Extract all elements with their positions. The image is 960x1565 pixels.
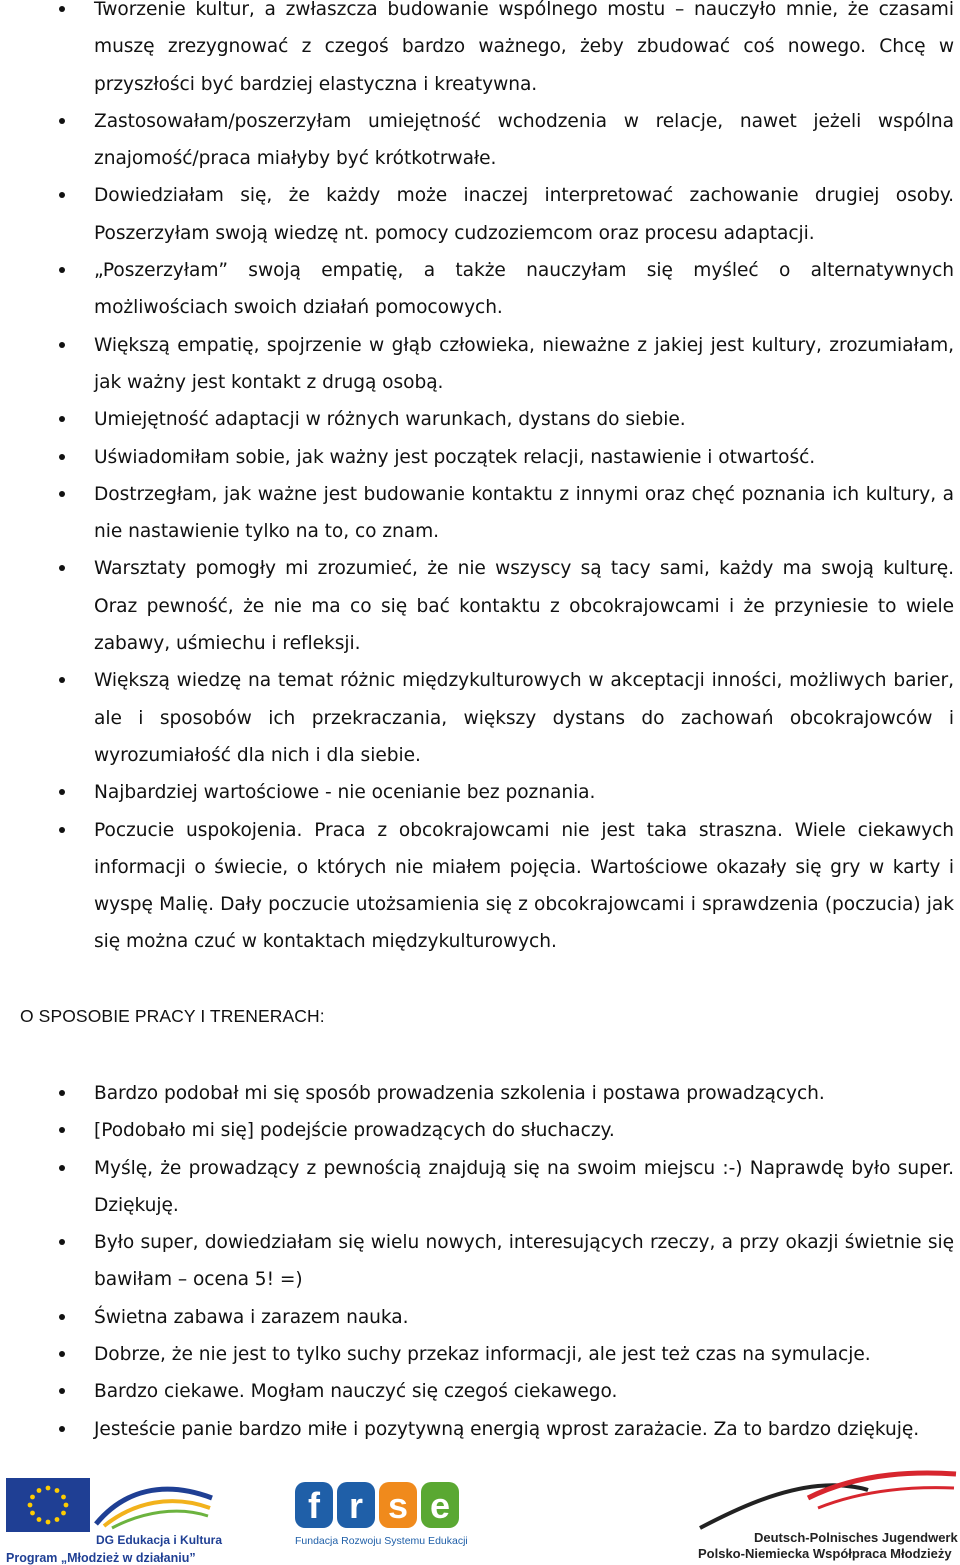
eu-line1: DG Edukacja i Kultura [96,1533,223,1547]
eu-line2: Program „Młodzież w działaniu” [6,1551,196,1565]
youth-in-action-swoosh-icon [94,1480,214,1530]
list-item: Dowiedziałam się, że każdy może inaczej interpretować zachowanie drugiej osoby. Poszerzyłam swoją wiedzę nt. pomocy cudzoziemcom oraz procesu adaptacji. [0,177,960,252]
list-item: Było super, dowiedziałam się wielu nowych, interesujących rzeczy, a przy okazji świetnie się bawiłam – ocena 5! =) [0,1224,960,1299]
list-item: „Poszerzyłam” swoją empatię, a także nauczyłam się myśleć o alternatywnych możliwościach swoich działań pomocowych. [0,252,960,327]
list-item: Dostrzegłam, jak ważne jest budowanie kontaktu z innymi oraz chęć poznania ich kultury, a nie nastawienie tylko na to, co znam. [0,476,960,551]
dpjw-line1: Deutsch-Polnisches Jugendwerk [754,1530,958,1545]
list-item: Zastosowałam/poszerzyłam umiejętność wchodzenia w relacje, nawet jeżeli wspólna znajomość/praca miałyby być krótkotrwałe. [0,103,960,178]
eu-flag-icon [6,1478,90,1532]
footer-logos [0,1468,960,1565]
list-item: Bardzo ciekawe. Mogłam nauczyć się czegoś ciekawego. [0,1373,960,1410]
list-item: Umiejętność adaptacji w różnych warunkach, dystans do siebie. [0,401,960,438]
list-item: Najbardziej wartościowe - nie ocenianie bez poznania. [0,774,960,811]
list-item: Poczucie uspokojenia. Praca z obcokrajowcami nie jest taka straszna. Wiele ciekawych informacji o świecie, o których nie miałem pojęcia. Wartościowe okazały się gry w karty i wyspę Malię. Dały poczucie utożsamienia się z obcokrajowcami i sprawdzenia (poczucia) jak się można czuć w kontaktach międzykulturowych. [0,812,960,961]
frse-letters-icon [295,1478,465,1530]
svg-text:e: e [429,1485,451,1526]
eu-youth-in-action-logo [6,1478,223,1565]
list-item: Większą wiedzę na temat różnic międzykulturowych w akceptacji inności, możliwych barier, ale i sposobów ich przekraczania, większy dystans do zachowań obcokrajowców i wyrozumiałość dla nich i dla siebie. [0,662,960,774]
list-item: Jesteście panie bardzo miłe i pozytywną energią wprost zarażacie. Za to bardzo dziękuję. [0,1411,960,1448]
list-item: Większą empatię, spojrzenie w głąb człowieka, nieważne z jakiej jest kultury, zrozumiałam, jak ważny jest kontakt z drugą osobą. [0,327,960,402]
list-item: Bardzo podobał mi się sposób prowadzenia szkolenia i postawa prowadzących. [0,1075,960,1112]
dpjw-swoosh-icon [698,1468,958,1530]
section-heading: O SPOSOBIE PRACY I TRENERACH: [20,1006,325,1026]
list-item: Uświadomiłam sobie, jak ważny jest początek relacji, nastawienie i otwartość. [0,439,960,476]
list-item: Tworzenie kultur, a zwłaszcza budowanie wspólnego mostu – nauczyło mnie, że czasami muszę zrezygnować z czegoś bardzo ważnego, żeby zbudować coś nowego. Chcę w przyszłości być bardziej elastyczna i kreatywna. [0,0,960,103]
list-item: [Podobało mi się] podejście prowadzących do słuchaczy. [0,1112,960,1149]
dpjw-logo [698,1468,958,1565]
svg-text:f: f [308,1485,320,1526]
trainers-feedback-list [0,1075,960,1448]
list-item: Świetna zabawa i zarazem nauka. [0,1299,960,1336]
dpjw-line2: Polsko-Niemiecka Współpraca Młodzieży [698,1546,952,1561]
frse-logo [295,1478,470,1553]
list-item: Warsztaty pomogły mi zrozumieć, że nie wszyscy są tacy sami, każdy ma swoją kulturę. Oraz pewność, że nie ma co się bać kontaktu z obcokrajowcami i że przyniesie to wiele zabawy, uśmiechu i refleksji. [0,550,960,662]
list-item: Dobrze, że nie jest to tylko suchy przekaz informacji, ale jest też czas na symulacje. [0,1336,960,1373]
svg-text:s: s [387,1485,409,1526]
svg-text:r: r [348,1485,364,1526]
list-item: Myślę, że prowadzący z pewnością znajdują się na swoim miejscu :-) Naprawdę było super. Dziękuję. [0,1150,960,1225]
frse-caption: Fundacja Rozwoju Systemu Edukacji [295,1535,468,1547]
